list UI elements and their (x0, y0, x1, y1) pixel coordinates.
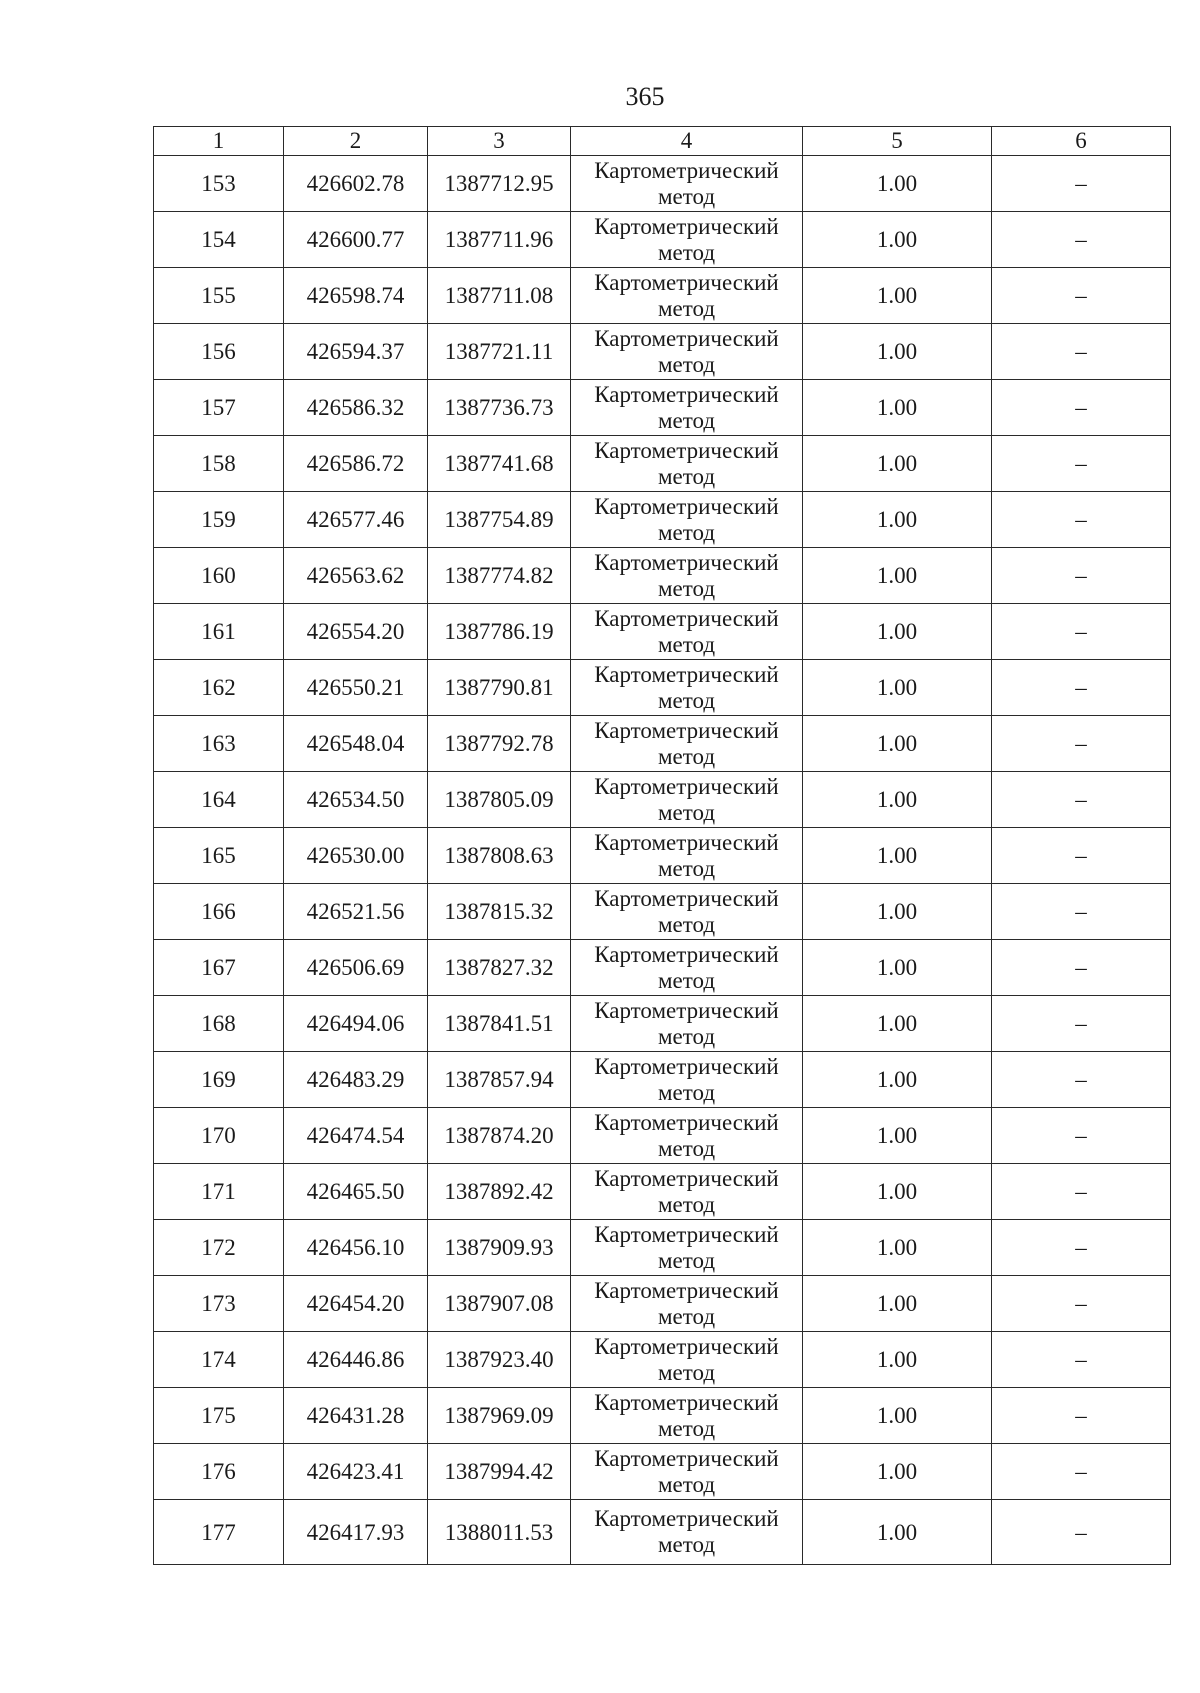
column-header-5: 5 (803, 127, 992, 156)
method-line-1: Картометрический (594, 941, 779, 967)
method-line-1: Картометрический (594, 885, 779, 911)
method-cell (571, 1052, 803, 1108)
accuracy-cell: 1.00 (803, 1108, 992, 1164)
method-cell (571, 324, 803, 380)
x-coordinate-cell: 426594.37 (284, 324, 428, 380)
point-number-cell: 169 (154, 1052, 284, 1108)
method-cell (571, 1164, 803, 1220)
method-line-1: Картометрический (594, 157, 779, 183)
method-line-1: Картометрический (594, 1109, 779, 1135)
point-number-cell: 173 (154, 1276, 284, 1332)
point-number-cell: 163 (154, 716, 284, 772)
x-coordinate-cell: 426494.06 (284, 996, 428, 1052)
y-coordinate-cell: 1387808.63 (428, 828, 571, 884)
method-line-2: метод (657, 1135, 716, 1161)
method-line-2: метод (657, 463, 716, 489)
method-cell (571, 1220, 803, 1276)
method-cell (571, 716, 803, 772)
note-cell: – (992, 604, 1171, 660)
note-cell: – (992, 492, 1171, 548)
accuracy-cell: 1.00 (803, 212, 992, 268)
point-number-cell: 175 (154, 1388, 284, 1444)
accuracy-cell: 1.00 (803, 548, 992, 604)
table-row (154, 716, 1171, 772)
page-number: 365 (625, 82, 665, 111)
point-number-cell: 164 (154, 772, 284, 828)
method-line-2: метод (657, 799, 716, 825)
method-line-1: Картометрический (594, 997, 779, 1023)
accuracy-cell: 1.00 (803, 268, 992, 324)
method-line-1: Картометрический (594, 549, 779, 575)
method-line-1: Картометрический (594, 325, 779, 351)
x-coordinate-cell: 426446.86 (284, 1332, 428, 1388)
accuracy-cell: 1.00 (803, 1276, 992, 1332)
table-row (154, 772, 1171, 828)
point-number-cell: 161 (154, 604, 284, 660)
note-cell: – (992, 716, 1171, 772)
accuracy-cell: 1.00 (803, 436, 992, 492)
point-number-cell: 154 (154, 212, 284, 268)
method-cell (571, 1500, 803, 1565)
table-row (154, 884, 1171, 940)
point-number-cell: 153 (154, 156, 284, 212)
method-line-1: Картометрический (594, 1445, 779, 1471)
y-coordinate-cell: 1387711.08 (428, 268, 571, 324)
x-coordinate-cell: 426530.00 (284, 828, 428, 884)
point-number-cell: 156 (154, 324, 284, 380)
method-line-2: метод (657, 687, 716, 713)
x-coordinate-cell: 426598.74 (284, 268, 428, 324)
note-cell: – (992, 1500, 1171, 1565)
x-coordinate-cell: 426506.69 (284, 940, 428, 996)
column-header-6: 6 (992, 127, 1171, 156)
point-number-cell: 167 (154, 940, 284, 996)
table-row (154, 1164, 1171, 1220)
method-cell (571, 1444, 803, 1500)
method-line-2: метод (657, 1471, 716, 1497)
method-line-1: Картометрический (594, 437, 779, 463)
method-cell (571, 996, 803, 1052)
method-line-1: Картометрический (594, 1389, 779, 1415)
point-number-cell: 165 (154, 828, 284, 884)
y-coordinate-cell: 1387721.11 (428, 324, 571, 380)
method-line-2: метод (657, 631, 716, 657)
x-coordinate-cell: 426465.50 (284, 1164, 428, 1220)
y-coordinate-cell: 1387857.94 (428, 1052, 571, 1108)
column-header-4: 4 (571, 127, 803, 156)
method-cell (571, 1276, 803, 1332)
method-line-1: Картометрический (594, 773, 779, 799)
y-coordinate-cell: 1388011.53 (428, 1500, 571, 1565)
y-coordinate-cell: 1387841.51 (428, 996, 571, 1052)
accuracy-cell: 1.00 (803, 1164, 992, 1220)
table-row (154, 660, 1171, 716)
method-line-2: метод (657, 1079, 716, 1105)
point-number-cell: 162 (154, 660, 284, 716)
method-cell (571, 212, 803, 268)
x-coordinate-cell: 426417.93 (284, 1500, 428, 1565)
accuracy-cell: 1.00 (803, 324, 992, 380)
table-row (154, 604, 1171, 660)
method-line-2: метод (657, 1415, 716, 1441)
table-row (154, 548, 1171, 604)
accuracy-cell: 1.00 (803, 996, 992, 1052)
accuracy-cell: 1.00 (803, 1444, 992, 1500)
method-cell (571, 1108, 803, 1164)
method-line-1: Картометрический (594, 661, 779, 687)
accuracy-cell: 1.00 (803, 716, 992, 772)
accuracy-cell: 1.00 (803, 660, 992, 716)
accuracy-cell: 1.00 (803, 828, 992, 884)
x-coordinate-cell: 426423.41 (284, 1444, 428, 1500)
table-row (154, 1444, 1171, 1500)
method-line-2: метод (657, 1359, 716, 1385)
coordinates-table (153, 126, 1171, 1565)
note-cell: – (992, 1164, 1171, 1220)
method-line-2: метод (657, 1023, 716, 1049)
y-coordinate-cell: 1387792.78 (428, 716, 571, 772)
table-row (154, 156, 1171, 212)
method-cell (571, 660, 803, 716)
method-cell (571, 380, 803, 436)
y-coordinate-cell: 1387786.19 (428, 604, 571, 660)
x-coordinate-cell: 426534.50 (284, 772, 428, 828)
accuracy-cell: 1.00 (803, 604, 992, 660)
note-cell: – (992, 212, 1171, 268)
y-coordinate-cell: 1387874.20 (428, 1108, 571, 1164)
note-cell: – (992, 884, 1171, 940)
note-cell: – (992, 828, 1171, 884)
x-coordinate-cell: 426602.78 (284, 156, 428, 212)
method-line-1: Картометрический (594, 605, 779, 631)
y-coordinate-cell: 1387923.40 (428, 1332, 571, 1388)
method-line-1: Картометрический (594, 381, 779, 407)
method-line-2: метод (657, 855, 716, 881)
method-line-2: метод (657, 407, 716, 433)
x-coordinate-cell: 426456.10 (284, 1220, 428, 1276)
x-coordinate-cell: 426483.29 (284, 1052, 428, 1108)
table-row (154, 1052, 1171, 1108)
method-line-1: Картометрический (594, 1053, 779, 1079)
table-row (154, 1500, 1171, 1565)
method-line-2: метод (657, 1303, 716, 1329)
x-coordinate-cell: 426431.28 (284, 1388, 428, 1444)
method-cell (571, 772, 803, 828)
method-line-1: Картометрический (594, 213, 779, 239)
accuracy-cell: 1.00 (803, 772, 992, 828)
x-coordinate-cell: 426586.72 (284, 436, 428, 492)
note-cell: – (992, 268, 1171, 324)
table-row (154, 1108, 1171, 1164)
method-line-1: Картометрический (594, 1165, 779, 1191)
point-number-cell: 160 (154, 548, 284, 604)
method-line-2: метод (657, 1191, 716, 1217)
method-cell (571, 828, 803, 884)
x-coordinate-cell: 426454.20 (284, 1276, 428, 1332)
y-coordinate-cell: 1387774.82 (428, 548, 571, 604)
x-coordinate-cell: 426474.54 (284, 1108, 428, 1164)
note-cell: – (992, 380, 1171, 436)
method-line-1: Картометрический (594, 1333, 779, 1359)
point-number-cell: 172 (154, 1220, 284, 1276)
accuracy-cell: 1.00 (803, 1388, 992, 1444)
note-cell: – (992, 324, 1171, 380)
method-cell (571, 548, 803, 604)
y-coordinate-cell: 1387741.68 (428, 436, 571, 492)
point-number-cell: 177 (154, 1500, 284, 1565)
table-row (154, 380, 1171, 436)
method-line-2: метод (657, 1532, 716, 1557)
note-cell: – (992, 940, 1171, 996)
method-line-2: метод (657, 743, 716, 769)
x-coordinate-cell: 426548.04 (284, 716, 428, 772)
method-cell (571, 1332, 803, 1388)
table-row (154, 212, 1171, 268)
table-row (154, 1220, 1171, 1276)
method-line-2: метод (657, 351, 716, 377)
method-line-1: Картометрический (594, 269, 779, 295)
y-coordinate-cell: 1387754.89 (428, 492, 571, 548)
method-cell (571, 268, 803, 324)
y-coordinate-cell: 1387790.81 (428, 660, 571, 716)
method-line-2: метод (657, 295, 716, 321)
y-coordinate-cell: 1387907.08 (428, 1276, 571, 1332)
method-cell (571, 1388, 803, 1444)
point-number-cell: 171 (154, 1164, 284, 1220)
note-cell: – (992, 1108, 1171, 1164)
x-coordinate-cell: 426563.62 (284, 548, 428, 604)
accuracy-cell: 1.00 (803, 884, 992, 940)
note-cell: – (992, 996, 1171, 1052)
method-line-1: Картометрический (594, 1277, 779, 1303)
method-line-1: Картометрический (594, 493, 779, 519)
point-number-cell: 166 (154, 884, 284, 940)
x-coordinate-cell: 426550.21 (284, 660, 428, 716)
accuracy-cell: 1.00 (803, 380, 992, 436)
note-cell: – (992, 156, 1171, 212)
accuracy-cell: 1.00 (803, 1500, 992, 1565)
x-coordinate-cell: 426554.20 (284, 604, 428, 660)
method-line-2: метод (657, 911, 716, 937)
method-line-1: Картометрический (594, 1506, 779, 1531)
method-cell (571, 156, 803, 212)
x-coordinate-cell: 426577.46 (284, 492, 428, 548)
y-coordinate-cell: 1387736.73 (428, 380, 571, 436)
point-number-cell: 159 (154, 492, 284, 548)
x-coordinate-cell: 426586.32 (284, 380, 428, 436)
table-row (154, 1276, 1171, 1332)
note-cell: – (992, 660, 1171, 716)
method-line-2: метод (657, 967, 716, 993)
table-row (154, 996, 1171, 1052)
table-row (154, 1332, 1171, 1388)
note-cell: – (992, 1220, 1171, 1276)
method-cell (571, 940, 803, 996)
table-body (154, 156, 1171, 1565)
method-line-2: метод (657, 519, 716, 545)
y-coordinate-cell: 1387712.95 (428, 156, 571, 212)
method-cell (571, 884, 803, 940)
method-line-2: метод (657, 575, 716, 601)
y-coordinate-cell: 1387805.09 (428, 772, 571, 828)
y-coordinate-cell: 1387909.93 (428, 1220, 571, 1276)
note-cell: – (992, 548, 1171, 604)
point-number-cell: 155 (154, 268, 284, 324)
table-row (154, 1388, 1171, 1444)
y-coordinate-cell: 1387994.42 (428, 1444, 571, 1500)
method-line-2: метод (657, 183, 716, 209)
note-cell: – (992, 436, 1171, 492)
table-row (154, 324, 1171, 380)
column-header-3: 3 (428, 127, 571, 156)
y-coordinate-cell: 1387969.09 (428, 1388, 571, 1444)
method-cell (571, 604, 803, 660)
method-line-2: метод (657, 239, 716, 265)
table-row (154, 268, 1171, 324)
point-number-cell: 170 (154, 1108, 284, 1164)
note-cell: – (992, 1332, 1171, 1388)
point-number-cell: 176 (154, 1444, 284, 1500)
point-number-cell: 174 (154, 1332, 284, 1388)
table-row (154, 436, 1171, 492)
x-coordinate-cell: 426521.56 (284, 884, 428, 940)
y-coordinate-cell: 1387892.42 (428, 1164, 571, 1220)
y-coordinate-cell: 1387827.32 (428, 940, 571, 996)
header-row (154, 127, 1171, 156)
note-cell: – (992, 1052, 1171, 1108)
x-coordinate-cell: 426600.77 (284, 212, 428, 268)
note-cell: – (992, 1276, 1171, 1332)
accuracy-cell: 1.00 (803, 1220, 992, 1276)
method-cell (571, 436, 803, 492)
accuracy-cell: 1.00 (803, 940, 992, 996)
method-cell (571, 492, 803, 548)
method-line-1: Картометрический (594, 1221, 779, 1247)
point-number-cell: 168 (154, 996, 284, 1052)
note-cell: – (992, 1388, 1171, 1444)
y-coordinate-cell: 1387711.96 (428, 212, 571, 268)
y-coordinate-cell: 1387815.32 (428, 884, 571, 940)
point-number-cell: 157 (154, 380, 284, 436)
table-row (154, 492, 1171, 548)
table-row (154, 828, 1171, 884)
column-header-2: 2 (284, 127, 428, 156)
accuracy-cell: 1.00 (803, 1332, 992, 1388)
accuracy-cell: 1.00 (803, 156, 992, 212)
table-row (154, 940, 1171, 996)
note-cell: – (992, 1444, 1171, 1500)
method-line-1: Картометрический (594, 829, 779, 855)
table-header (154, 127, 1171, 156)
point-number-cell: 158 (154, 436, 284, 492)
method-line-1: Картометрический (594, 717, 779, 743)
column-header-1: 1 (154, 127, 284, 156)
note-cell: – (992, 772, 1171, 828)
accuracy-cell: 1.00 (803, 492, 992, 548)
method-line-2: метод (657, 1247, 716, 1273)
accuracy-cell: 1.00 (803, 1052, 992, 1108)
